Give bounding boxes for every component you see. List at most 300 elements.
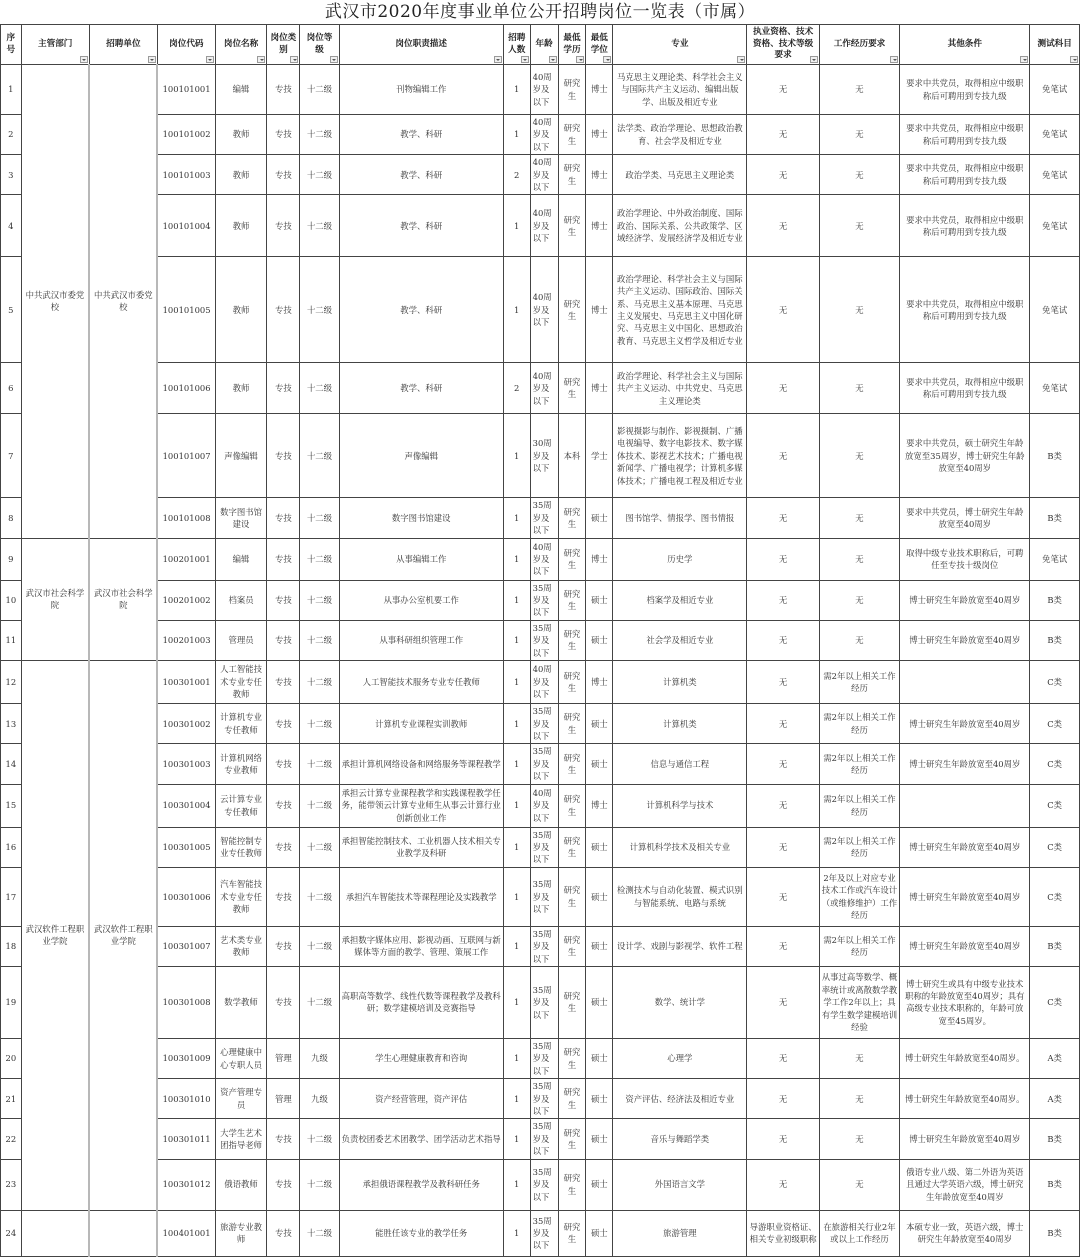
cell-test: C类 <box>1030 704 1080 744</box>
cell-level: 十二级 <box>300 966 339 1038</box>
cell-other: 博士研究生年龄放宽至40周岁 <box>900 827 1030 867</box>
cell-seq: 21 <box>1 1079 22 1119</box>
cell-test: C类 <box>1030 966 1080 1038</box>
table-row <box>1 155 1080 195</box>
cell-level: 十二级 <box>300 115 339 155</box>
cell-major: 音乐与舞蹈学类 <box>613 1119 747 1159</box>
cell-type: 专技 <box>267 1119 300 1159</box>
cell-test: B类 <box>1030 1210 1080 1256</box>
cell-test: 免笔试 <box>1030 65 1080 115</box>
cell-qual: 无 <box>747 115 819 155</box>
cell-major: 计算机类 <box>613 704 747 744</box>
cell-type: 专技 <box>267 195 300 257</box>
cell-major: 影视摄影与制作、影视摄制、广播电视编导、数字电影技术、数字媒体技术、影视艺术技术；广播电视新闻学、广播电视学；计算机多媒体技术；广播电视工程及相近专业 <box>613 414 747 498</box>
cell-seq: 5 <box>1 257 22 363</box>
column-header-label: 工作经历要求 <box>833 38 886 49</box>
cell-edu: 研究生 <box>558 155 586 195</box>
cell-qual: 无 <box>747 704 819 744</box>
cell-other: 本硕专业一致，英语六级，博士研究生年龄放宽至40周岁 <box>900 1210 1030 1256</box>
cell-name: 声像编辑 <box>215 414 267 498</box>
table-row <box>1 363 1080 414</box>
cell-name: 计算机专业专任教师 <box>215 704 267 744</box>
table-row <box>1 926 1080 966</box>
cell-count: 1 <box>503 661 530 704</box>
cell-test: C类 <box>1030 784 1080 827</box>
cell-edu: 研究生 <box>558 1159 586 1210</box>
cell-edu: 研究生 <box>558 1038 586 1078</box>
filter-dropdown-icon[interactable] <box>810 56 818 63</box>
cell-age: 35周岁及以下 <box>530 1159 558 1210</box>
cell-other: 要求中共党员，取得相应中级职称后可聘用到专技九级 <box>900 363 1030 414</box>
column-header-label: 执业资格、技术资格、技术等级要求 <box>753 27 814 61</box>
cell-major: 社会学及相近专业 <box>613 620 747 660</box>
cell-count: 1 <box>503 414 530 498</box>
cell-degree: 硕士 <box>586 1079 613 1119</box>
cell-age: 40周岁及以下 <box>530 661 558 704</box>
column-header-major <box>613 25 747 65</box>
cell-degree: 硕士 <box>586 926 613 966</box>
cell-major: 资产评估、经济法及相近专业 <box>613 1079 747 1119</box>
cell-seq: 12 <box>1 661 22 704</box>
cell-other: 博士研究生年龄放宽至40周岁 <box>900 580 1030 620</box>
cell-count: 1 <box>503 784 530 827</box>
cell-type: 专技 <box>267 966 300 1038</box>
cell-exp: 需2年以上相关工作经历 <box>819 827 900 867</box>
cell-age: 35周岁及以下 <box>530 1210 558 1256</box>
cell-type: 专技 <box>267 257 300 363</box>
cell-major: 历史学 <box>613 538 747 580</box>
filter-dropdown-icon[interactable] <box>1020 56 1028 63</box>
table-row <box>1 580 1080 620</box>
cell-type: 管理 <box>267 1038 300 1078</box>
cell-seq: 10 <box>1 580 22 620</box>
table-body <box>1 65 1080 1257</box>
cell-seq: 18 <box>1 926 22 966</box>
cell-other <box>900 661 1030 704</box>
cell-type: 专技 <box>267 580 300 620</box>
cell-degree: 硕士 <box>586 1210 613 1256</box>
cell-age: 40周岁及以下 <box>530 115 558 155</box>
cell-duty: 承担数字媒体应用、影视动画、互联网与新媒体等方面的教学、管理、策展工作 <box>339 926 503 966</box>
cell-type: 专技 <box>267 784 300 827</box>
cell-edu: 研究生 <box>558 620 586 660</box>
cell-degree: 博士 <box>586 155 613 195</box>
cell-major: 政治学理论、中外政治制度、国际政治、国际关系、公共政策学、区域经济学、发展经济学及相近专业 <box>613 195 747 257</box>
filter-dropdown-icon[interactable] <box>80 56 88 63</box>
cell-type: 专技 <box>267 155 300 195</box>
cell-age: 35周岁及以下 <box>530 704 558 744</box>
cell-duty: 从事编辑工作 <box>339 538 503 580</box>
cell-test: 免笔试 <box>1030 363 1080 414</box>
cell-seq: 14 <box>1 744 22 784</box>
cell-name: 大学生艺术团指导老师 <box>215 1119 267 1159</box>
cell-age: 35周岁及以下 <box>530 867 558 926</box>
cell-seq: 23 <box>1 1159 22 1210</box>
cell-major: 数学、统计学 <box>613 966 747 1038</box>
table-row <box>1 661 1080 704</box>
cell-test: C类 <box>1030 827 1080 867</box>
column-header-label: 序号 <box>6 33 16 55</box>
filter-dropdown-icon[interactable] <box>330 56 338 63</box>
cell-edu: 研究生 <box>558 744 586 784</box>
cell-other: 博士研究生年龄放宽至40周岁 <box>900 620 1030 660</box>
cell-code: 100401001 <box>157 1210 215 1256</box>
cell-type: 专技 <box>267 744 300 784</box>
cell-other: 要求中共党员，博士研究生年龄放宽至40周岁 <box>900 498 1030 538</box>
column-header-label: 其他条件 <box>947 38 982 49</box>
table-row <box>1 827 1080 867</box>
column-header-label: 测试科目 <box>1037 38 1072 49</box>
cell-name: 人工智能技术专业专任教师 <box>215 661 267 704</box>
cell-type: 专技 <box>267 65 300 115</box>
cell-name: 云计算专业专任教师 <box>215 784 267 827</box>
table-row <box>1 1079 1080 1119</box>
filter-dropdown-icon[interactable] <box>603 56 611 63</box>
cell-level: 十二级 <box>300 1210 339 1256</box>
cell-other: 要求中共党员，取得相应中级职称后可聘用到专技九级 <box>900 115 1030 155</box>
cell-code: 100101003 <box>157 155 215 195</box>
filter-dropdown-icon[interactable] <box>206 56 214 63</box>
cell-degree: 学士 <box>586 414 613 498</box>
cell-age: 30周岁及以下 <box>530 414 558 498</box>
cell-test: 免笔试 <box>1030 257 1080 363</box>
cell-test: B类 <box>1030 1159 1080 1210</box>
cell-degree: 硕士 <box>586 1038 613 1078</box>
table-row <box>1 195 1080 257</box>
cell-other: 博士研究生年龄放宽至40周岁。 <box>900 1038 1030 1078</box>
column-header-label: 招聘人数 <box>508 33 526 55</box>
cell-qual: 无 <box>747 1038 819 1078</box>
cell-test: A类 <box>1030 1079 1080 1119</box>
column-header-label: 年龄 <box>535 38 553 49</box>
cell-age: 35周岁及以下 <box>530 926 558 966</box>
cell-test: B类 <box>1030 1119 1080 1159</box>
cell-type: 专技 <box>267 926 300 966</box>
cell-name: 数字图书馆建设 <box>215 498 267 538</box>
cell-other: 博士研究生年龄放宽至40周岁 <box>900 1119 1030 1159</box>
cell-type: 专技 <box>267 661 300 704</box>
cell-major: 心理学 <box>613 1038 747 1078</box>
cell-count: 1 <box>503 867 530 926</box>
cell-duty: 承担智能控制技术、工业机器人技术相关专业教学及科研 <box>339 827 503 867</box>
cell-exp: 无 <box>819 414 900 498</box>
cell-qual: 无 <box>747 155 819 195</box>
cell-level: 九级 <box>300 1079 339 1119</box>
cell-name: 汽车智能技术专业专任教师 <box>215 867 267 926</box>
cell-code: 100101006 <box>157 363 215 414</box>
cell-exp: 无 <box>819 195 900 257</box>
cell-edu: 研究生 <box>558 65 586 115</box>
cell-test: C类 <box>1030 661 1080 704</box>
cell-test: B类 <box>1030 580 1080 620</box>
cell-duty: 教学、科研 <box>339 195 503 257</box>
cell-qual: 无 <box>747 1159 819 1210</box>
table-row <box>1 744 1080 784</box>
column-header-duty <box>339 25 503 65</box>
table-row <box>1 414 1080 498</box>
cell-name: 教师 <box>215 155 267 195</box>
cell-duty: 从事办公室机要工作 <box>339 580 503 620</box>
cell-type: 专技 <box>267 827 300 867</box>
cell-type: 专技 <box>267 704 300 744</box>
cell-count: 1 <box>503 620 530 660</box>
cell-degree: 博士 <box>586 115 613 155</box>
table-row <box>1 1038 1080 1078</box>
cell-qual: 无 <box>747 784 819 827</box>
cell-edu: 研究生 <box>558 867 586 926</box>
cell-qual: 无 <box>747 966 819 1038</box>
cell-duty: 承担俄语课程教学及教科研任务 <box>339 1159 503 1210</box>
cell-level: 十二级 <box>300 580 339 620</box>
cell-exp: 无 <box>819 1079 900 1119</box>
cell-level: 十二级 <box>300 155 339 195</box>
cell-name: 档案员 <box>215 580 267 620</box>
cell-name: 艺术类专业教师 <box>215 926 267 966</box>
column-header-label: 岗位代码 <box>169 38 204 49</box>
cell-count: 1 <box>503 580 530 620</box>
cell-other: 要求中共党员，取得相应中级职称后可聘用到专技九级 <box>900 257 1030 363</box>
column-header-code <box>157 25 215 65</box>
cell-count: 1 <box>503 1038 530 1078</box>
cell-level: 十二级 <box>300 1159 339 1210</box>
cell-duty: 高职高等数学、线性代数等课程教学及教科研；数学建模培训及竞赛指导 <box>339 966 503 1038</box>
cell-age: 35周岁及以下 <box>530 744 558 784</box>
cell-test: 免笔试 <box>1030 195 1080 257</box>
cell-code: 100301004 <box>157 784 215 827</box>
cell-other: 俄语专业八级、第二外语为英语且通过大学英语六级，博士研究生年龄放宽至40周岁 <box>900 1159 1030 1210</box>
cell-other: 取得中级专业技术职称后，可聘任至专技十级岗位 <box>900 538 1030 580</box>
cell-qual: 无 <box>747 414 819 498</box>
cell-degree: 博士 <box>586 538 613 580</box>
column-header-label: 招聘单位 <box>106 38 141 49</box>
cell-exp: 从事过高等数学、概率统计或离散数学教学工作2年以上；具有学生数学建模培训经验 <box>819 966 900 1038</box>
cell-qual: 导游职业资格证、相关专业初级职称 <box>747 1210 819 1256</box>
cell-degree: 硕士 <box>586 620 613 660</box>
cell-qual: 无 <box>747 926 819 966</box>
cell-test: A类 <box>1030 1038 1080 1078</box>
cell-major: 政治学理论、科学社会主义与国际共产主义运动、国际政治、国际关系、马克思主义基本原理、马克思主义发展史、马克思主义中国化研究、马克思主义中国化、思想政治教育、马克思主义哲学及相近专业 <box>613 257 747 363</box>
table-row <box>1 115 1080 155</box>
cell-edu: 研究生 <box>558 580 586 620</box>
cell-code: 100301010 <box>157 1079 215 1119</box>
filter-dropdown-icon[interactable] <box>521 56 529 63</box>
filter-dropdown-icon[interactable] <box>549 56 557 63</box>
cell-edu: 研究生 <box>558 115 586 155</box>
cell-qual: 无 <box>747 661 819 704</box>
cell-qual: 无 <box>747 498 819 538</box>
column-header-unit <box>89 25 157 65</box>
cell-exp: 无 <box>819 1119 900 1159</box>
cell-test: 免笔试 <box>1030 155 1080 195</box>
table-row <box>1 966 1080 1038</box>
cell-name: 编辑 <box>215 538 267 580</box>
cell-degree: 硕士 <box>586 704 613 744</box>
cell-exp: 无 <box>819 65 900 115</box>
cell-count: 2 <box>503 155 530 195</box>
cell-level: 十二级 <box>300 538 339 580</box>
cell-qual: 无 <box>747 867 819 926</box>
cell-level: 十二级 <box>300 414 339 498</box>
cell-other: 要求中共党员，硕士研究生年龄放宽至35周岁，博士研究生年龄放宽至40周岁 <box>900 414 1030 498</box>
cell-name: 计算机网络专业教师 <box>215 744 267 784</box>
cell-edu: 研究生 <box>558 704 586 744</box>
cell-exp: 无 <box>819 538 900 580</box>
cell-qual: 无 <box>747 65 819 115</box>
cell-name: 教师 <box>215 363 267 414</box>
cell-code: 100301007 <box>157 926 215 966</box>
cell-exp: 无 <box>819 580 900 620</box>
cell-age: 35周岁及以下 <box>530 966 558 1038</box>
cell-code: 100101008 <box>157 498 215 538</box>
cell-exp: 需2年以上相关工作经历 <box>819 744 900 784</box>
cell-type: 专技 <box>267 115 300 155</box>
cell-count: 1 <box>503 1079 530 1119</box>
cell-type: 专技 <box>267 620 300 660</box>
cell-code: 100301001 <box>157 661 215 704</box>
cell-degree: 硕士 <box>586 827 613 867</box>
cell-duty: 刊物编辑工作 <box>339 65 503 115</box>
page-title: 武汉市2020年度事业单位公开招聘岗位一览表（市属） <box>324 2 756 22</box>
cell-seq: 13 <box>1 704 22 744</box>
cell-major: 计算机类 <box>613 661 747 704</box>
cell-code: 100301012 <box>157 1159 215 1210</box>
cell-level: 十二级 <box>300 744 339 784</box>
cell-unit: 中共武汉市委党校 <box>89 65 157 539</box>
cell-seq: 4 <box>1 195 22 257</box>
cell-count: 1 <box>503 498 530 538</box>
cell-other: 博士研究生或具有中级专业技术职称的年龄放宽至40周岁；具有高级专业技术职称的，年龄可放宽至45周岁。 <box>900 966 1030 1038</box>
table-row <box>1 704 1080 744</box>
cell-duty: 负责校团委艺术团教学、团学活动艺术指导 <box>339 1119 503 1159</box>
job-table <box>0 24 1080 1257</box>
cell-duty: 数字图书馆建设 <box>339 498 503 538</box>
cell-type: 管理 <box>267 1079 300 1119</box>
filter-dropdown-icon[interactable] <box>257 56 265 63</box>
cell-seq: 16 <box>1 827 22 867</box>
cell-major: 法学类、政治学理论、思想政治教育、社会学及相近专业 <box>613 115 747 155</box>
cell-dept: 中共武汉市委党校 <box>21 65 89 539</box>
cell-count: 1 <box>503 744 530 784</box>
cell-duty: 教学、科研 <box>339 155 503 195</box>
cell-unit: 武汉软件工程职业学院 <box>89 661 157 1211</box>
cell-edu: 研究生 <box>558 784 586 827</box>
cell-age: 40周岁及以下 <box>530 784 558 827</box>
cell-code: 100101005 <box>157 257 215 363</box>
cell-level: 十二级 <box>300 257 339 363</box>
cell-other: 博士研究生年龄放宽至40周岁。 <box>900 1079 1030 1119</box>
cell-level: 十二级 <box>300 65 339 115</box>
cell-test: 免笔试 <box>1030 538 1080 580</box>
cell-exp: 需2年以上相关工作经历 <box>819 926 900 966</box>
cell-name: 数学教师 <box>215 966 267 1038</box>
cell-age: 35周岁及以下 <box>530 1038 558 1078</box>
cell-qual: 无 <box>747 538 819 580</box>
cell-count: 1 <box>503 195 530 257</box>
cell-seq: 6 <box>1 363 22 414</box>
cell-level: 十二级 <box>300 661 339 704</box>
cell-type: 专技 <box>267 867 300 926</box>
cell-level: 十二级 <box>300 784 339 827</box>
cell-other <box>900 784 1030 827</box>
cell-seq: 3 <box>1 155 22 195</box>
cell-edu: 研究生 <box>558 966 586 1038</box>
filter-dropdown-icon[interactable] <box>494 56 502 63</box>
column-header-edu <box>558 25 586 65</box>
cell-seq: 20 <box>1 1038 22 1078</box>
cell-age: 40周岁及以下 <box>530 538 558 580</box>
cell-qual: 无 <box>747 1079 819 1119</box>
filter-dropdown-icon[interactable] <box>148 56 156 63</box>
cell-duty: 声像编辑 <box>339 414 503 498</box>
cell-count: 1 <box>503 966 530 1038</box>
cell-name: 管理员 <box>215 620 267 660</box>
cell-test: B类 <box>1030 414 1080 498</box>
cell-edu: 研究生 <box>558 498 586 538</box>
cell-code: 100101002 <box>157 115 215 155</box>
cell-major: 政治学理论、科学社会主义与国际共产主义运动、中共党史、马克思主义理论类 <box>613 363 747 414</box>
filter-dropdown-icon[interactable] <box>290 56 298 63</box>
column-header-label: 岗位等级 <box>306 33 333 55</box>
cell-duty: 承担汽车智能技术等课程理论及实践教学 <box>339 867 503 926</box>
cell-edu: 研究生 <box>558 195 586 257</box>
filter-dropdown-icon[interactable] <box>890 56 898 63</box>
cell-edu: 研究生 <box>558 827 586 867</box>
cell-exp: 需2年以上相关工作经历 <box>819 784 900 827</box>
cell-level: 十二级 <box>300 620 339 660</box>
cell-degree: 硕士 <box>586 966 613 1038</box>
cell-count: 1 <box>503 827 530 867</box>
cell-seq: 7 <box>1 414 22 498</box>
cell-dept: 武汉软件工程职业学院 <box>21 661 89 1211</box>
filter-dropdown-icon[interactable] <box>737 56 745 63</box>
cell-duty: 承担云计算专业课程教学和实践课程教学任务，能带领云计算专业师生从事云计算行业创新创业工作 <box>339 784 503 827</box>
column-header-exp <box>819 25 900 65</box>
cell-age: 35周岁及以下 <box>530 1079 558 1119</box>
column-header-label: 主管部门 <box>38 38 73 49</box>
cell-edu: 研究生 <box>558 1079 586 1119</box>
cell-duty: 学生心理健康教育和咨询 <box>339 1038 503 1078</box>
cell-type: 专技 <box>267 363 300 414</box>
cell-edu: 研究生 <box>558 1210 586 1256</box>
cell-exp: 无 <box>819 363 900 414</box>
column-header-type <box>267 25 300 65</box>
cell-type: 专技 <box>267 1159 300 1210</box>
cell-qual: 无 <box>747 195 819 257</box>
cell-degree: 硕士 <box>586 744 613 784</box>
cell-other: 博士研究生年龄放宽至40周岁 <box>900 867 1030 926</box>
cell-duty: 承担计算机网络设备和网络服务等课程教学 <box>339 744 503 784</box>
cell-qual: 无 <box>747 827 819 867</box>
cell-major: 政治学类、马克思主义理论类 <box>613 155 747 195</box>
cell-degree: 博士 <box>586 195 613 257</box>
cell-edu: 研究生 <box>558 1119 586 1159</box>
cell-code: 100301002 <box>157 704 215 744</box>
cell-duty: 教学、科研 <box>339 257 503 363</box>
cell-qual: 无 <box>747 620 819 660</box>
cell-major: 马克思主义理论类、科学社会主义与国际共产主义运动、编辑出版学、出版及相近专业 <box>613 65 747 115</box>
cell-name: 编辑 <box>215 65 267 115</box>
column-header-label: 岗位类别 <box>270 33 297 55</box>
filter-dropdown-icon[interactable] <box>1070 56 1078 63</box>
cell-degree: 硕士 <box>586 580 613 620</box>
cell-other: 要求中共党员，取得相应中级职称后可聘用到专技九级 <box>900 195 1030 257</box>
cell-exp: 在旅游相关行业2年或以上工作经历 <box>819 1210 900 1256</box>
cell-other: 博士研究生年龄放宽至40周岁 <box>900 704 1030 744</box>
cell-type: 专技 <box>267 538 300 580</box>
cell-duty: 资产经营管理，资产评估 <box>339 1079 503 1119</box>
cell-name: 教师 <box>215 195 267 257</box>
filter-dropdown-icon[interactable] <box>576 56 584 63</box>
